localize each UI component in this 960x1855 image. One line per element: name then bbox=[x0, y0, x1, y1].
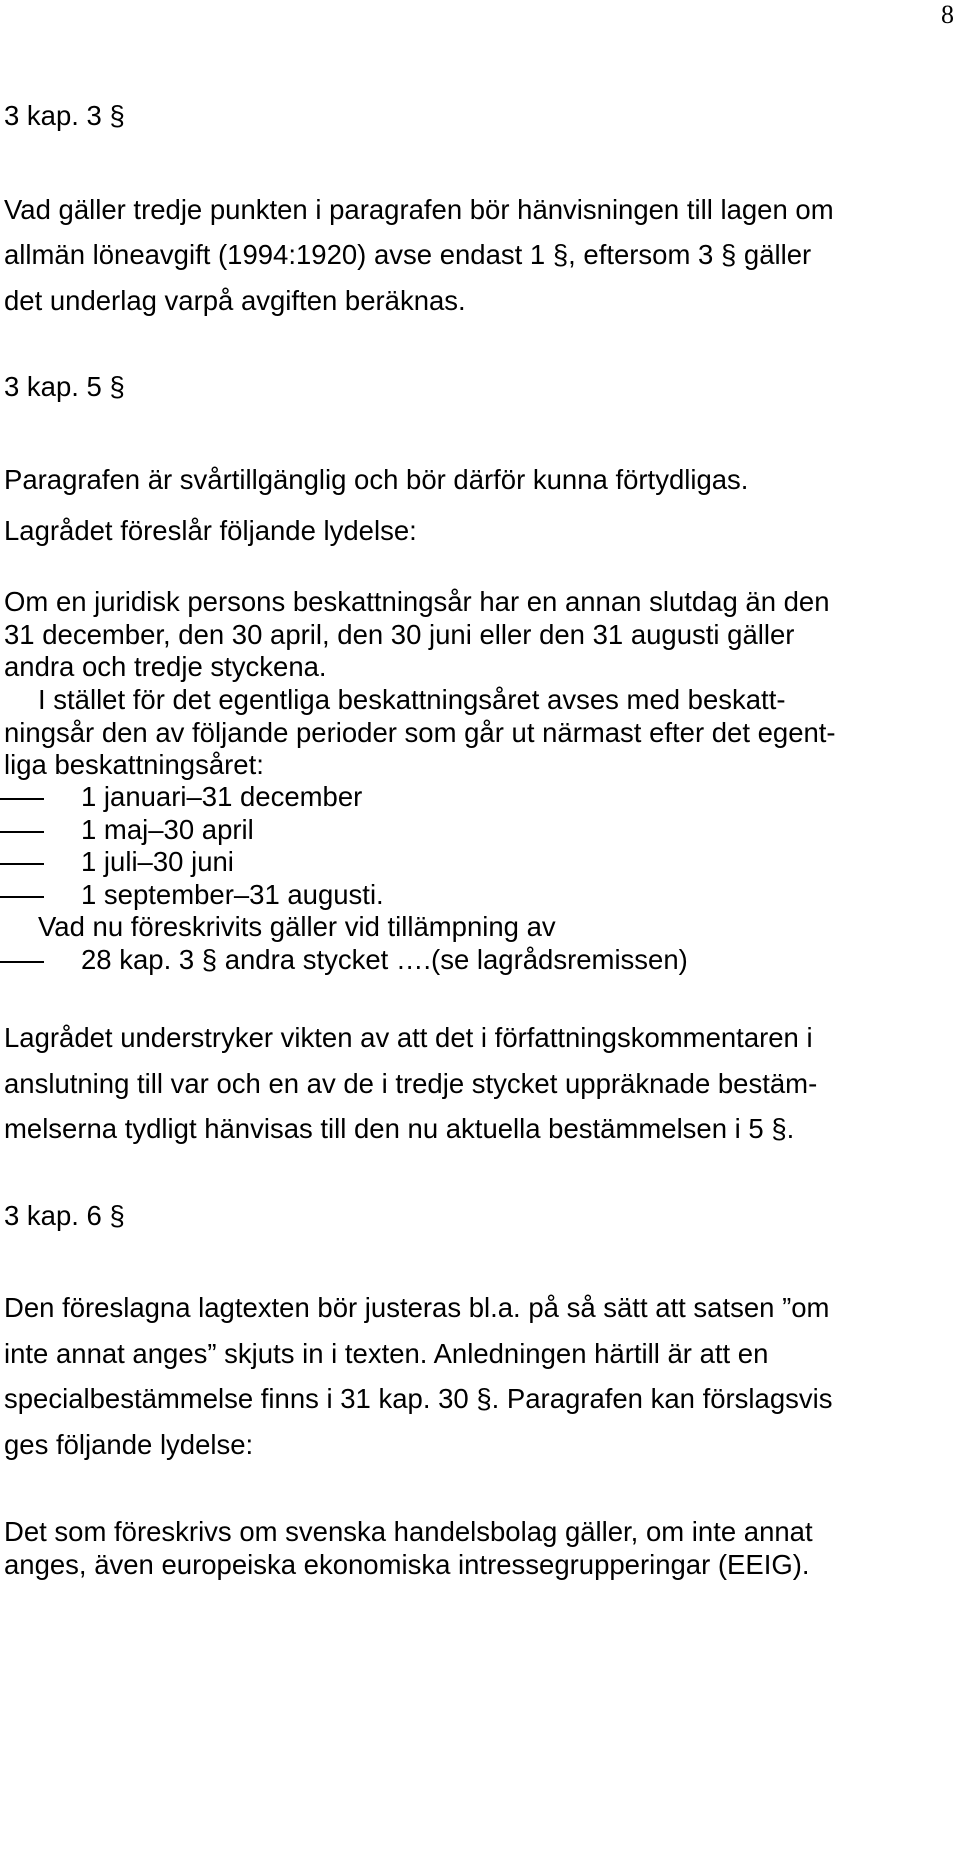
paragraph-line: Vad gäller tredje punkten i paragrafen bör hänvisningen till lagen om bbox=[4, 194, 834, 225]
section-heading-3-kap-6: 3 kap. 6 § bbox=[4, 1200, 125, 1231]
paragraph-line: Lagrådet understryker vikten av att det i författningskommentaren i bbox=[4, 1022, 813, 1053]
paragraph-line: anslutning till var och en av de i tredje stycket uppräknade bestäm- bbox=[4, 1068, 818, 1099]
section-heading-3-kap-5: 3 kap. 5 § bbox=[4, 371, 125, 402]
period-text: 1 september–31 augusti. bbox=[81, 879, 384, 910]
proposal-line: andra och tredje styckena. bbox=[4, 651, 327, 682]
period-text: 1 juli–30 juni bbox=[81, 846, 234, 877]
dash-bullet bbox=[0, 831, 44, 833]
proposal-line: Om en juridisk persons beskattningsår har en annan slutdag än den bbox=[4, 586, 830, 617]
indented-line: ningsår den av följande perioder som går ut närmast efter det egent- bbox=[4, 717, 836, 748]
paragraph-line: Lagrådet föreslår följande lydelse: bbox=[4, 515, 417, 546]
dash-bullet bbox=[0, 961, 44, 963]
proposal-line: anges, även europeiska ekonomiska intressegrupperingar (EEIG). bbox=[4, 1549, 810, 1580]
indented-line: I stället för det egentliga beskattningsåret avses med beskatt- bbox=[38, 684, 786, 715]
proposal-line: Det som föreskrivs om svenska handelsbolag gäller, om inte annat bbox=[4, 1516, 813, 1547]
paragraph-line: inte annat anges” skjuts in i texten. Anledningen härtill är att en bbox=[4, 1338, 769, 1369]
paragraph-line: ges följande lydelse: bbox=[4, 1429, 254, 1460]
period-text: 1 januari–31 december bbox=[81, 781, 363, 812]
dash-bullet bbox=[0, 863, 44, 865]
follow-item-text: 28 kap. 3 § andra stycket ….(se lagrådsremissen) bbox=[81, 944, 688, 975]
section-heading-3-kap-3: 3 kap. 3 § bbox=[4, 100, 125, 131]
paragraph-line: Paragrafen är svårtillgänglig och bör därför kunna förtydligas. bbox=[4, 464, 749, 495]
indented-line: liga beskattningsåret: bbox=[4, 749, 264, 780]
page-number: 8 bbox=[941, 0, 954, 29]
period-text: 1 maj–30 april bbox=[81, 814, 254, 845]
dash-bullet bbox=[0, 896, 44, 898]
paragraph-line: det underlag varpå avgiften beräknas. bbox=[4, 285, 466, 316]
paragraph-line: melserna tydligt hänvisas till den nu aktuella bestämmelsen i 5 §. bbox=[4, 1113, 795, 1144]
follow-line: Vad nu föreskrivits gäller vid tillämpning av bbox=[38, 911, 556, 942]
proposal-line: 31 december, den 30 april, den 30 juni eller den 31 augusti gäller bbox=[4, 619, 795, 650]
paragraph-line: Den föreslagna lagtexten bör justeras bl.a. på så sätt att satsen ”om bbox=[4, 1292, 830, 1323]
paragraph-line: specialbestämmelse finns i 31 kap. 30 §. Paragrafen kan förslagsvis bbox=[4, 1383, 833, 1414]
dash-bullet bbox=[0, 798, 44, 800]
paragraph-line: allmän löneavgift (1994:1920) avse endast 1 §, eftersom 3 § gäller bbox=[4, 239, 812, 270]
